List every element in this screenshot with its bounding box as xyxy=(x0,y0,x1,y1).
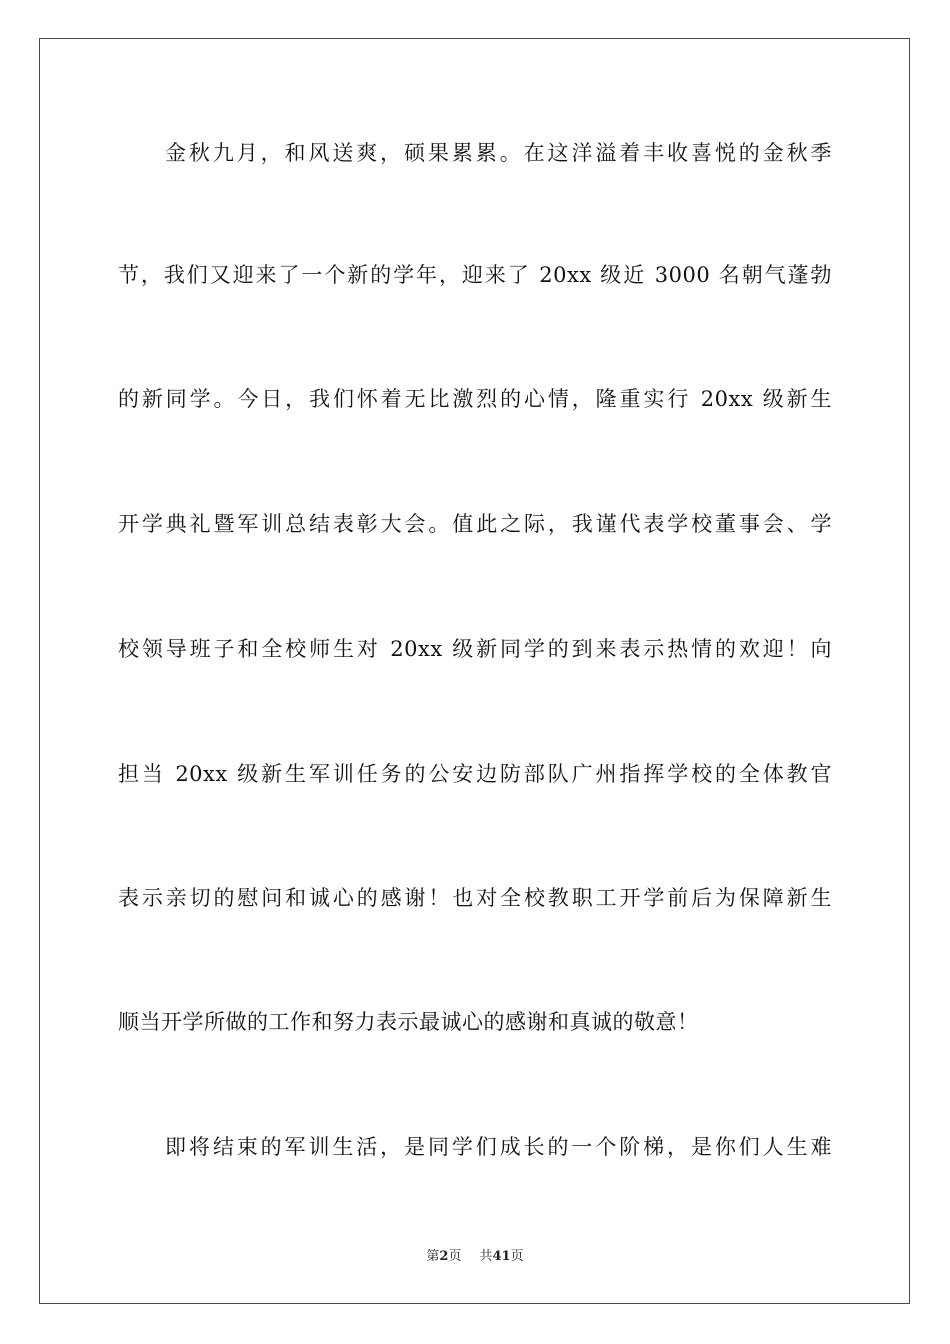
total-prefix: 共 xyxy=(479,1249,493,1264)
paragraph-1-line-3: 的新同学。今日，我们怀着无比激烈的心情，隆重实行 20xx 级新生 xyxy=(118,387,832,411)
total-suffix: 页 xyxy=(510,1249,524,1264)
paragraph-1-line-4: 开学典礼暨军训总结表彰大会。值此之际，我谨代表学校董事会、学 xyxy=(118,512,832,536)
paragraph-1-line-7: 表示亲切的慰问和诚心的感谢！也对全校教职工开学前后为保障新生 xyxy=(118,886,832,910)
page-prefix: 第 xyxy=(426,1249,440,1264)
paragraph-2-line-1: 即将结束的军训生活，是同学们成长的一个阶梯，是你们人生难 xyxy=(165,1135,832,1159)
paragraph-1-line-2: 节，我们又迎来了一个新的学年，迎来了 20xx 级近 3000 名朝气蓬勃 xyxy=(118,263,832,287)
page-suffix: 页 xyxy=(448,1249,462,1264)
page-frame xyxy=(39,38,910,1304)
paragraph-1-line-6: 担当 20xx 级新生军训任务的公安边防部队广州指挥学校的全体教官 xyxy=(118,762,832,786)
page-footer xyxy=(0,1248,950,1266)
paragraph-1-line-1: 金秋九月，和风送爽，硕果累累。在这洋溢着丰收喜悦的金秋季 xyxy=(165,141,832,165)
paragraph-1-line-8: 顺当开学所做的工作和努力表示最诚心的感谢和真诚的敬意！ xyxy=(118,1010,699,1034)
page-number: 2 xyxy=(439,1249,449,1264)
total-pages: 41 xyxy=(492,1249,511,1264)
paragraph-1-line-5: 校领导班子和全校师生对 20xx 级新同学的到来表示热情的欢迎！向 xyxy=(118,637,832,661)
